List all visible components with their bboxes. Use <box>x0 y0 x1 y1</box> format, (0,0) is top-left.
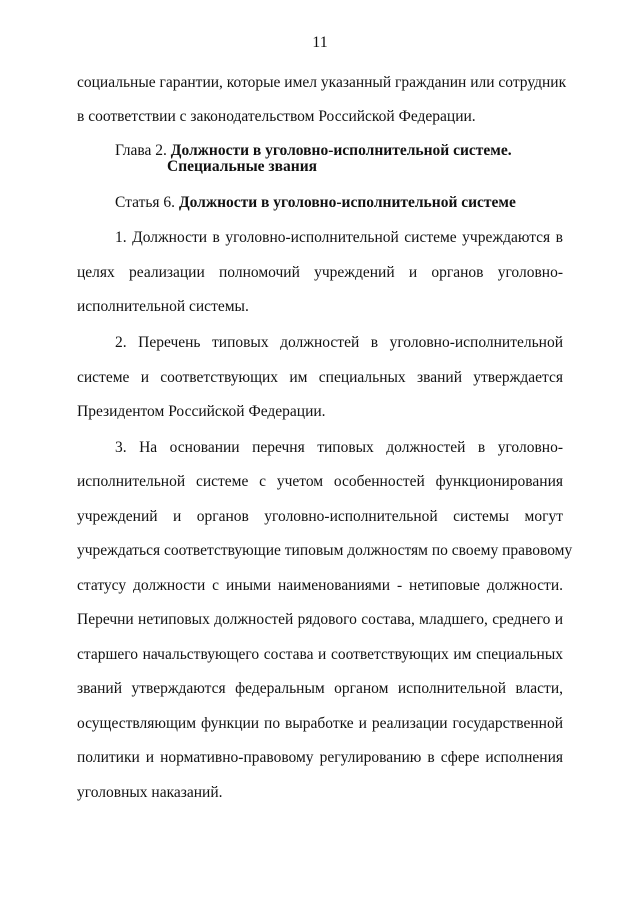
intro-line-2: в соответствии с законодательством Российской Федерации. <box>77 108 476 125</box>
paragraph-3-line-4: учреждаться соответствующие типовым должностям по своему правовому <box>77 542 573 559</box>
chapter-title-line-1: Должности в уголовно-исполнительной системе. <box>170 142 512 159</box>
paragraph-2-line-1: 2. Перечень типовых должностей в уголовно-исполнительной <box>115 334 563 351</box>
paragraph-1-line-3: исполнительной системы. <box>77 298 249 315</box>
paragraph-3-line-3: учреждений и органов уголовно-исполнительной системы могут <box>77 508 563 525</box>
intro-line-1: социальные гарантии, которые имел указанный гражданин или сотрудник <box>77 74 567 91</box>
article-heading <box>115 193 516 213</box>
paragraph-3-line-6: Перечни нетиповых должностей рядового состава, младшего, среднего и <box>77 611 563 628</box>
paragraph-3-line-2: исполнительной системе с учетом особенностей функционирования <box>77 473 563 490</box>
page-number: 11 <box>312 34 328 51</box>
paragraph-3-line-10: политики и нормативно-правовому регулированию в сфере исполнения <box>77 749 563 766</box>
paragraph-3-line-5: статусу должности с иными наименованиями - нетиповые должности. <box>77 577 563 594</box>
paragraph-3-line-11: уголовных наказаний. <box>77 784 223 801</box>
paragraph-1-line-2: целях реализации полномочий учреждений и органов уголовно- <box>77 264 563 281</box>
paragraph-3-line-8: званий утверждаются федеральным органом исполнительной власти, <box>77 680 563 697</box>
paragraph-3-line-7: старшего начальствующего состава и соответствующих им специальных <box>77 646 563 663</box>
paragraph-3-line-1: 3. На основании перечня типовых должностей в уголовно- <box>115 439 563 456</box>
paragraph-3-line-9: осуществляющим функции по выработке и реализации государственной <box>77 715 563 732</box>
article-title: Должности в уголовно-исполнительной системе <box>178 194 516 211</box>
article-prefix: Статья 6. <box>115 194 176 211</box>
paragraph-2-line-2: системе и соответствующих им специальных званий утверждается <box>77 369 563 386</box>
chapter-title-line-2: Специальные звания <box>167 158 318 175</box>
chapter-prefix: Глава 2. <box>115 142 167 159</box>
paragraph-1-line-1: 1. Должности в уголовно-исполнительной системе учреждаются в <box>115 229 563 246</box>
paragraph-2-line-3: Президентом Российской Федерации. <box>77 403 326 420</box>
